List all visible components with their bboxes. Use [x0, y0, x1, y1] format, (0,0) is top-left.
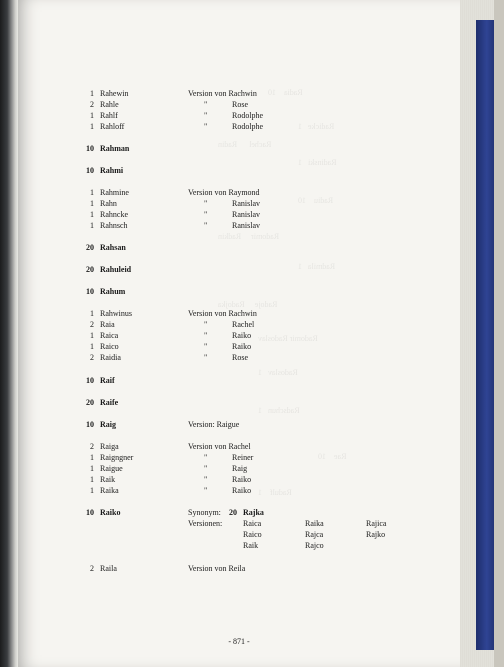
version-name: Rajko — [366, 530, 386, 539]
entry-name: Rahncke — [100, 210, 128, 219]
ditto-mark: " — [204, 199, 208, 208]
list-item — [18, 121, 460, 132]
list-item — [18, 308, 460, 319]
entry-number: 10 — [86, 166, 94, 175]
entry-number: 20 — [86, 265, 94, 274]
version-name: Rajco — [305, 541, 324, 550]
entry-number: 1 — [90, 453, 94, 462]
entry-name: Raila — [100, 564, 117, 573]
entry-version: Version von Rachwin — [188, 309, 257, 318]
list-item — [18, 88, 460, 99]
entry-target: Rodolphe — [232, 111, 264, 120]
entry-number: 2 — [90, 320, 94, 329]
entry-name: Raik — [100, 475, 116, 484]
entry-number: 10 — [86, 144, 94, 153]
entry-target: Raiko — [232, 475, 252, 484]
entry-target: Rodolphe — [232, 122, 264, 131]
entry-number: 2 — [90, 442, 94, 451]
entry-name: Rahn — [100, 199, 117, 208]
book-page: Radia 10 Radicke 1 Rachel Radin Radinski 1 Radiu 10 Radomir Radkin Radmila 1 Radoje Radojka Radomir Radoslav Radoslav 1 Radschun 1 Rae 10 Radulf 1 1 Rahewin Version von Rachwin 2 Rahle " Rose 1 Rahlf " Rodolphe 1 Rahloff " Rodolphe 10 Rahman 10 Rahmi 1 Rahmine Version von Raymond 1 Rahn " Ranislav 1 Rahncke " Ranislav 1 Rahnsch " Ranislav 20 Rahsan 20 Rahuleid 10 Rahum 1 Rahwinus Version von Rachwin 2 Raia " Rachel 1 Raica " Raiko 1 Raico " Raiko 2 Raidia " Rose 10 Raif 20 Raife 10 Raig Version: Raigue 2 Raiga Version von Rachel 1 Raigngner " Reiner 1 Raigue " Raig 1 Raik " Raiko 1 Raika " Raiko 10 Raiko Synonym: 20 Rajka Versionen: Raica Raika Rajica Raico Rajca Rajko Raik Rajco 2 Raila Version von Reila - 871 - — [18, 0, 460, 667]
entry-number: 1 — [90, 331, 94, 340]
entry-number: 2 — [90, 100, 94, 109]
entry-list — [18, 0, 460, 667]
entry-target: Raig — [232, 464, 248, 473]
list-item — [18, 143, 460, 154]
entry-target: Ranislav — [232, 210, 260, 219]
entry-number: 1 — [90, 221, 94, 230]
version-name: Raico — [243, 530, 262, 539]
ditto-mark: " — [204, 486, 208, 495]
entry-target: Rachel — [232, 320, 255, 329]
book-cover-edge — [476, 20, 494, 650]
entry-number: 1 — [90, 464, 94, 473]
entry-version: Version von Rachwin — [188, 89, 257, 98]
entry-number: 10 — [86, 508, 94, 517]
list-item — [18, 352, 460, 363]
synonym-number: 20 — [229, 508, 237, 517]
entry-name: Raigngner — [100, 453, 134, 462]
ditto-mark: " — [204, 475, 208, 484]
list-item — [18, 507, 460, 518]
ditto-mark: " — [204, 100, 208, 109]
entry-number: 1 — [90, 486, 94, 495]
ditto-mark: " — [204, 111, 208, 120]
list-item — [18, 419, 460, 430]
list-item — [18, 485, 460, 496]
entry-number: 2 — [90, 353, 94, 362]
entry-name: Raia — [100, 320, 115, 329]
entry-name: Raife — [100, 398, 119, 407]
entry-number: 1 — [90, 309, 94, 318]
entry-name: Rahsan — [100, 243, 126, 252]
ditto-mark: " — [204, 122, 208, 131]
ditto-mark: " — [204, 342, 208, 351]
list-item — [18, 165, 460, 176]
list-item — [18, 474, 460, 485]
entry-number: 10 — [86, 287, 94, 296]
list-item — [18, 397, 460, 408]
entry-number: 1 — [90, 111, 94, 120]
entry-name: Raigue — [100, 464, 123, 473]
entry-target: Raiko — [232, 486, 252, 495]
list-item — [18, 209, 460, 220]
entry-name: Raig — [100, 420, 116, 429]
entry-number: 10 — [86, 420, 94, 429]
version-name: Rajica — [366, 519, 387, 528]
list-item — [18, 529, 460, 540]
entry-name: Rahnsch — [100, 221, 128, 230]
entry-name: Rahwinus — [100, 309, 132, 318]
entry-number: 1 — [90, 122, 94, 131]
entry-name: Rahmine — [100, 188, 129, 197]
entry-number: 20 — [86, 243, 94, 252]
list-item — [18, 463, 460, 474]
entry-name: Raiko — [100, 508, 121, 517]
entry-name: Rahewin — [100, 89, 129, 98]
entry-name: Raika — [100, 486, 119, 495]
list-item — [18, 518, 460, 529]
entry-name: Rahloff — [100, 122, 125, 131]
entry-name: Rahmi — [100, 166, 124, 175]
list-item — [18, 99, 460, 110]
list-item — [18, 452, 460, 463]
entry-target: Reiner — [232, 453, 254, 462]
book-spine-gutter — [0, 0, 18, 667]
entry-version: Version: Raigue — [188, 420, 240, 429]
entry-target: Ranislav — [232, 199, 260, 208]
ditto-mark: " — [204, 464, 208, 473]
entry-number: 1 — [90, 188, 94, 197]
entry-target: Raiko — [232, 342, 252, 351]
entry-name: Raico — [100, 342, 119, 351]
list-item — [18, 441, 460, 452]
entry-number: 1 — [90, 89, 94, 98]
entry-name: Raidia — [100, 353, 121, 362]
page-number: - 871 - — [228, 637, 250, 646]
ditto-mark: " — [204, 353, 208, 362]
version-name: Raica — [243, 519, 262, 528]
entry-name: Rahum — [100, 287, 126, 296]
list-item — [18, 540, 460, 551]
entry-target: Rose — [232, 100, 248, 109]
list-item — [18, 264, 460, 275]
list-item — [18, 187, 460, 198]
ditto-mark: " — [204, 221, 208, 230]
entry-target: Rose — [232, 353, 248, 362]
entry-name: Rahle — [100, 100, 119, 109]
entry-version: Version von Raymond — [188, 188, 260, 197]
ditto-mark: " — [204, 453, 208, 462]
list-item — [18, 330, 460, 341]
list-item — [18, 341, 460, 352]
entry-number: 1 — [90, 199, 94, 208]
entry-number: 10 — [86, 376, 94, 385]
entry-name: Raif — [100, 376, 115, 385]
entry-version: Version von Reila — [188, 564, 246, 573]
entry-target: Ranislav — [232, 221, 260, 230]
entry-number: 1 — [90, 342, 94, 351]
synonym-label: Synonym: — [188, 508, 221, 517]
entry-number: 1 — [90, 210, 94, 219]
entry-name: Raiga — [100, 442, 119, 451]
ditto-mark: " — [204, 320, 208, 329]
entry-number: 20 — [86, 398, 94, 407]
list-item — [18, 220, 460, 231]
entry-name: Raica — [100, 331, 119, 340]
list-item — [18, 319, 460, 330]
entry-version: Version von Rachel — [188, 442, 251, 451]
ditto-mark: " — [204, 210, 208, 219]
list-item — [18, 286, 460, 297]
entry-number: 2 — [90, 564, 94, 573]
list-item — [18, 563, 460, 574]
list-item — [18, 242, 460, 253]
synonym-name: Rajka — [243, 508, 264, 517]
entry-number: 1 — [90, 475, 94, 484]
version-name: Raik — [243, 541, 259, 550]
list-item — [18, 198, 460, 209]
list-item — [18, 375, 460, 386]
version-name: Raika — [305, 519, 324, 528]
list-item — [18, 110, 460, 121]
entry-name: Rahuleid — [100, 265, 132, 274]
ditto-mark: " — [204, 331, 208, 340]
entry-target: Raiko — [232, 331, 252, 340]
version-name: Rajca — [305, 530, 324, 539]
entry-name: Rahman — [100, 144, 130, 153]
entry-name: Rahlf — [100, 111, 118, 120]
versions-label: Versionen: — [188, 519, 223, 528]
